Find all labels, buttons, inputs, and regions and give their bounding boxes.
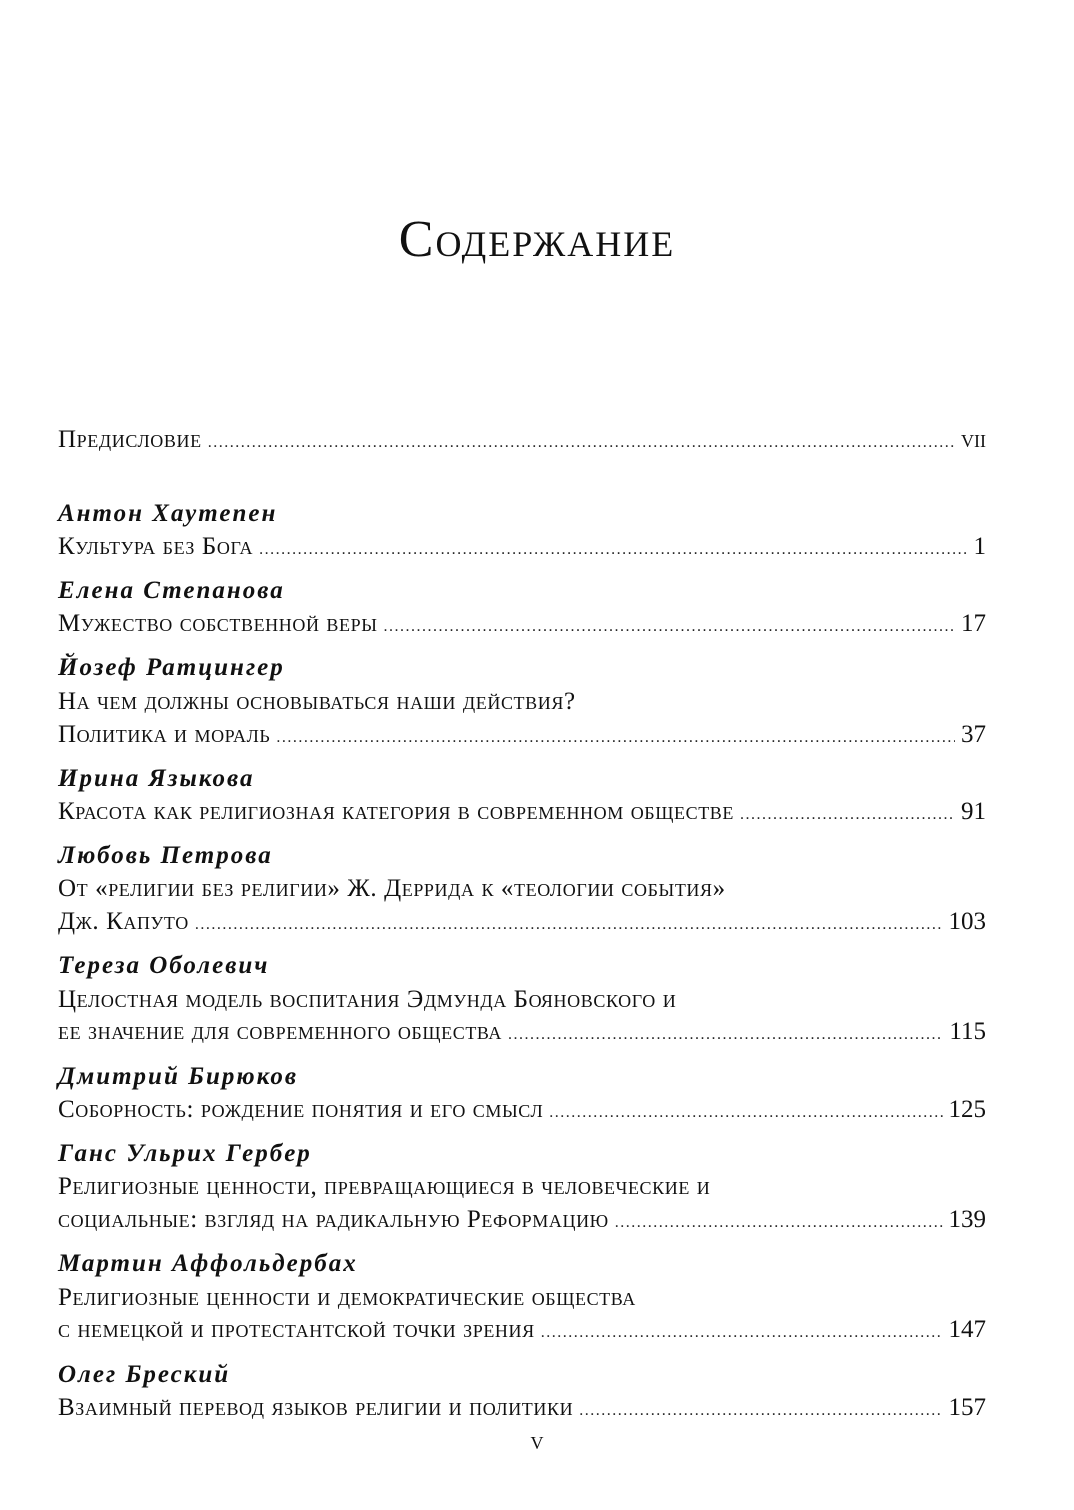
- toc-page-number: 115: [949, 1018, 986, 1045]
- toc-entry[interactable]: [58, 1391, 986, 1425]
- toc-entry-title: ее значение для современного общества: [58, 1018, 502, 1045]
- toc-entry[interactable]: [58, 1093, 986, 1127]
- toc-author: Ганс Ульрих Гербер: [58, 1140, 312, 1167]
- dot-leader: [579, 1394, 942, 1428]
- toc-entry-title: Мужество собственной веры: [58, 610, 378, 637]
- toc-author: Антон Хаутепен: [58, 500, 278, 527]
- toc-author: Йозеф Ратцингер: [58, 654, 285, 681]
- toc-entry-title: Дж. Капуто: [58, 908, 189, 935]
- toc-entry[interactable]: [58, 1313, 986, 1347]
- toc-entry[interactable]: [58, 530, 986, 564]
- toc-page-number: 17: [961, 610, 986, 637]
- toc-entry-title: Предисловие: [58, 426, 202, 453]
- toc-entry-title: От «религии без религии» Ж. Деррида к «теологии события»: [58, 875, 726, 902]
- dot-leader: [276, 721, 955, 755]
- toc-entry-line[interactable]: [58, 1170, 986, 1204]
- toc-entry-title: Красота как религиозная категория в современном обществе: [58, 798, 734, 825]
- toc-entry[interactable]: [58, 905, 986, 939]
- toc-author: Любовь Петрова: [58, 842, 273, 869]
- toc-entry-title: Политика и мораль: [58, 721, 271, 748]
- toc-entry-line[interactable]: [58, 1281, 986, 1315]
- toc-page-number: 125: [948, 1096, 986, 1123]
- toc-page-number: 1: [973, 533, 986, 560]
- toc-preface[interactable]: [58, 423, 986, 457]
- toc-page-number: 37: [961, 721, 986, 748]
- toc-entry[interactable]: [58, 1203, 986, 1237]
- dot-leader: [259, 533, 967, 567]
- toc-entry-title: Соборность: рождение понятия и его смысл: [58, 1096, 544, 1123]
- toc-page-number: 157: [948, 1394, 986, 1421]
- toc-entry-title: социальные: взгляд на радикальную Реформацию: [58, 1206, 609, 1233]
- toc-entry[interactable]: [58, 1015, 986, 1049]
- toc-entry[interactable]: [58, 718, 986, 752]
- toc-author: Ирина Языкова: [58, 765, 255, 792]
- toc-page-number: 103: [948, 908, 986, 935]
- toc-entry-title: Взаимный перевод языков религии и политики: [58, 1394, 574, 1421]
- toc-page-number: 147: [948, 1316, 986, 1343]
- toc-entry-title: На чем должны основываться наши действия?: [58, 688, 576, 715]
- toc-page-number: 139: [948, 1206, 986, 1233]
- toc-entry-title: Религиозные ценности, превращающиеся в человеческие и: [58, 1173, 711, 1200]
- toc-entry-title: с немецкой и протестантской точки зрения: [58, 1316, 535, 1343]
- dot-leader: [208, 426, 955, 460]
- toc-entry-line[interactable]: [58, 983, 986, 1017]
- toc-entry-title: Религиозные ценности и демократические общества: [58, 1284, 636, 1311]
- toc-author: Тереза Оболевич: [58, 952, 270, 979]
- dot-leader: [508, 1018, 943, 1052]
- toc-entry-line[interactable]: [58, 872, 986, 906]
- toc-author: Дмитрий Бирюков: [58, 1063, 299, 1090]
- toc-entry[interactable]: [58, 607, 986, 641]
- dot-leader: [195, 908, 943, 942]
- dot-leader: [541, 1316, 943, 1350]
- toc-entry-title: Целостная модель воспитания Эдмунда Бояновского и: [58, 986, 677, 1013]
- dot-leader: [615, 1206, 943, 1240]
- toc-entry[interactable]: [58, 795, 986, 829]
- toc-entry-title: Культура без Бога: [58, 533, 254, 560]
- toc-page-number: 91: [961, 798, 986, 825]
- page-title: Содержание: [398, 211, 676, 268]
- page-number-footer: v: [530, 1426, 544, 1455]
- toc-entry-line[interactable]: [58, 685, 986, 719]
- dot-leader: [549, 1096, 942, 1130]
- dot-leader: [740, 798, 955, 832]
- toc-author: Олег Бреский: [58, 1361, 231, 1388]
- toc-page-number: vii: [961, 426, 986, 453]
- toc-author: Елена Степанова: [58, 577, 285, 604]
- toc-author: Мартин Аффольдербах: [58, 1250, 358, 1277]
- dot-leader: [384, 610, 955, 644]
